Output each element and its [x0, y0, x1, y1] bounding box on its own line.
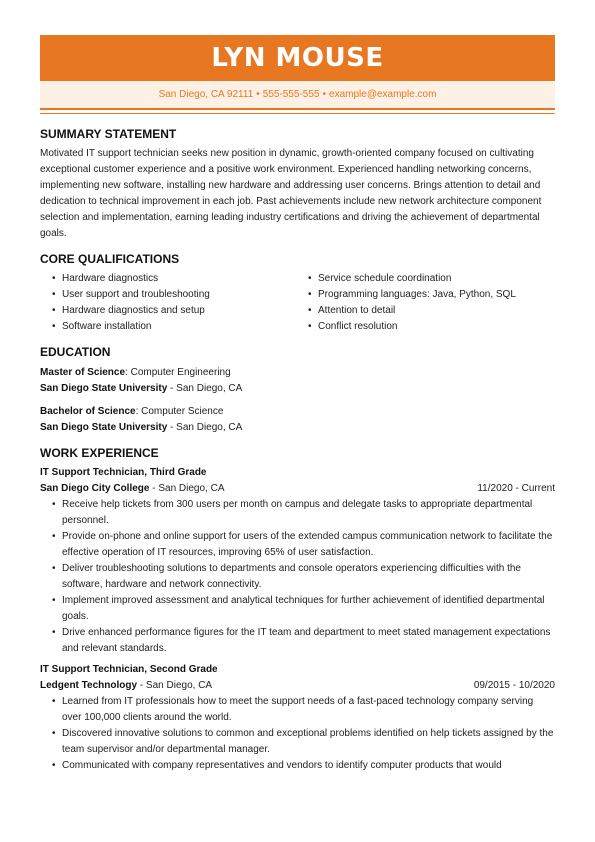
- contact-separator: •: [256, 89, 260, 100]
- qualification-item: • Software installation: [52, 319, 298, 335]
- degree: Master of Science: [40, 367, 126, 378]
- experience-section: [40, 444, 555, 774]
- header-rule-thick: [40, 108, 555, 110]
- section-heading: WORK EXPERIENCE: [40, 446, 159, 460]
- job-duty: • Learned from IT professionals how to meet the support needs of a fast-paced technology company serving over 100,000 clients around the world.: [52, 694, 555, 726]
- contact-phone: 555-555-555: [262, 89, 320, 100]
- candidate-name: LYN MOUSE: [211, 43, 384, 73]
- degree-field: : Computer Science: [135, 406, 224, 417]
- header-rule-thin: [40, 113, 555, 114]
- job-duty: • Communicated with company representatives and vendors to identify computer products that would: [52, 758, 555, 774]
- contact-separator: •: [322, 89, 327, 100]
- summary-text: Motivated IT support technician seeks new position in dynamic, growth-oriented company focused on cultivating exceptional customer experience and a positive work environment. Experienced handling networking concerns, implementing new software, installing new hardware and addressing user concerns. Brings attention to detail and dedication to technical improvement in each job. Past achievements include new network architecture component selection and implementation, earning leading industry certifications and driving the achievement of departmental goals.: [40, 148, 542, 239]
- qualifications-list: [40, 271, 555, 335]
- qualification-item: • Attention to detail: [308, 303, 516, 319]
- qualifications-column-right: [298, 271, 516, 335]
- contact-email: example@example.com: [329, 89, 437, 100]
- job-entry: [40, 465, 555, 657]
- job-duty: • Discovered innovative solutions to common and exceptional problems identified on help tickets assigned by the team supervisor and/or departmental manager.: [52, 726, 555, 758]
- job-title: IT Support Technician, Third Grade: [40, 467, 207, 478]
- school-name: San Diego State University: [40, 422, 168, 433]
- qualification-item: • Service schedule coordination: [308, 271, 516, 287]
- job-duty: • Drive enhanced performance figures for the IT team and department to meet stated management expectations and relevant standards.: [52, 625, 555, 657]
- school-location: - San Diego, CA: [167, 383, 243, 394]
- job-dates: 11/2020 - Current: [477, 483, 555, 494]
- employer-name: Ledgent Technology: [40, 680, 138, 691]
- job-duty: • Deliver troubleshooting solutions to departments and console operators experiencing difficulties with the software, hardware and network connectivity.: [52, 561, 555, 593]
- contact-location: San Diego, CA 92111: [158, 89, 254, 100]
- job-title: IT Support Technician, Second Grade: [40, 664, 218, 675]
- job-duty: • Implement improved assessment and analytical techniques for further achievement of identified departmental goals.: [52, 593, 555, 625]
- section-heading: EDUCATION: [40, 345, 111, 359]
- job-duty: • Receive help tickets from 300 users per month on campus and delegate tasks to appropriate departmental personnel.: [52, 497, 555, 529]
- qualification-item: • Conflict resolution: [308, 319, 516, 335]
- job-duty: • Provide on-phone and online support for users of the extended campus communication network to facilitate the effective operation of IT resources, improving 65% of user satisfaction.: [52, 529, 555, 561]
- school-location: - San Diego, CA: [167, 422, 243, 433]
- school-name: San Diego State University: [40, 383, 168, 394]
- job-entry: [40, 662, 555, 774]
- employer-name: San Diego City College: [40, 483, 150, 494]
- qualification-item: • User support and troubleshooting: [52, 287, 298, 303]
- job-duties: [40, 694, 555, 774]
- degree-field: : Computer Engineering: [125, 367, 231, 378]
- contact-bar: [40, 81, 555, 108]
- section-heading: SUMMARY STATEMENT: [40, 127, 177, 141]
- qualifications-section: [40, 250, 555, 335]
- section-heading: CORE QUALIFICATIONS: [40, 252, 180, 266]
- education-entry: [40, 365, 555, 397]
- qualification-item: • Hardware diagnostics and setup: [52, 303, 298, 319]
- name-banner: [40, 35, 555, 81]
- summary-section: [40, 125, 555, 242]
- qualifications-column-left: [40, 271, 298, 335]
- education-entry: [40, 404, 555, 436]
- degree: Bachelor of Science: [40, 406, 136, 417]
- employer-location: - San Diego, CA: [149, 483, 225, 494]
- resume-body: [40, 125, 555, 774]
- employer-location: - San Diego, CA: [137, 680, 213, 691]
- qualification-item: • Programming languages: Java, Python, SQL: [308, 287, 516, 303]
- job-duties: [40, 497, 555, 657]
- job-dates: 09/2015 - 10/2020: [473, 680, 555, 691]
- qualification-item: • Hardware diagnostics: [52, 271, 298, 287]
- education-section: [40, 343, 555, 436]
